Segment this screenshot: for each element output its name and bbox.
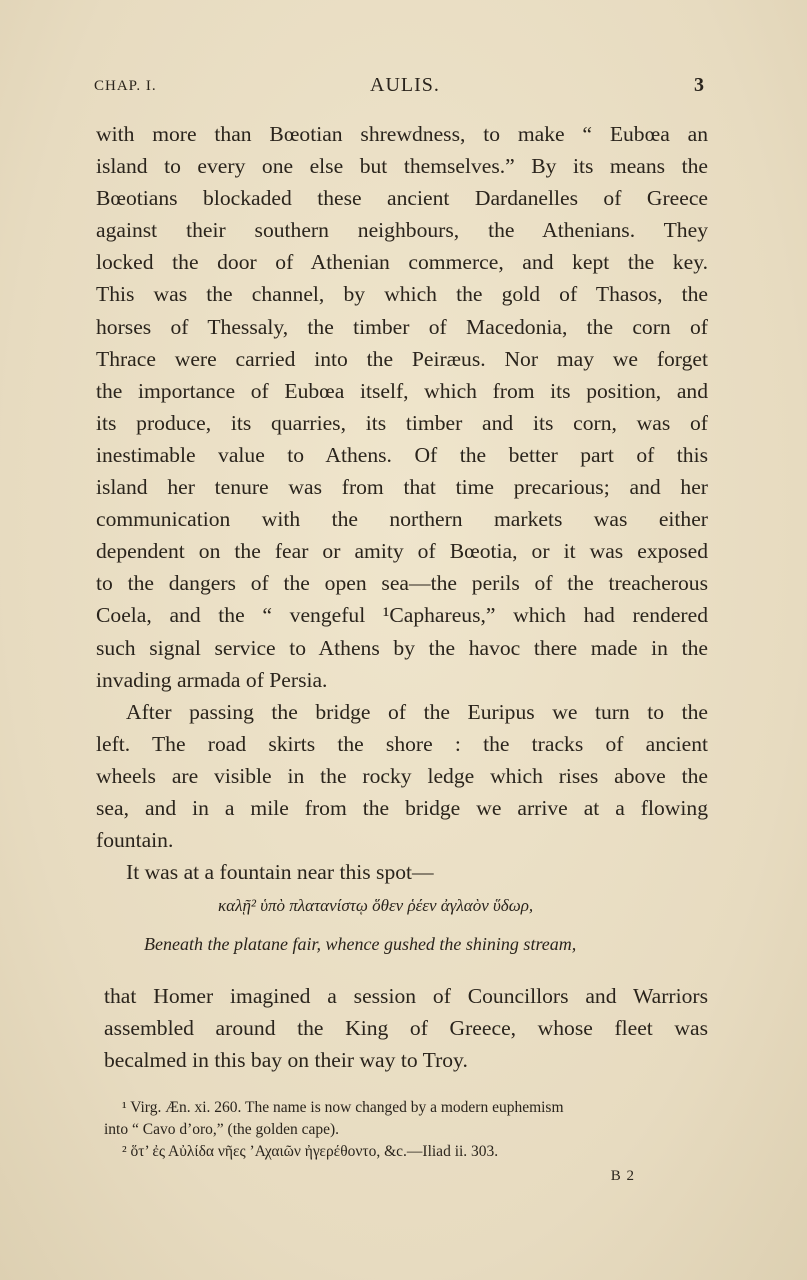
english-verse: Beneath the platane fair, whence gushed the shining stream, xyxy=(144,934,577,954)
text-line: with more than Bœotian shrewdness, to make “ Eubœa an xyxy=(96,122,708,146)
footnotes xyxy=(104,1097,708,1163)
text-line: island her tenure was from that time precarious; and her xyxy=(96,475,708,500)
text-line: island to every one else but themselves.” By its means the xyxy=(96,154,708,179)
text-line: fountain. xyxy=(96,828,174,853)
text-line: becalmed in this bay on their way to Troy. xyxy=(104,1048,468,1073)
text-line: horses of Thessaly, the timber of Macedonia, the corn of xyxy=(96,314,708,339)
text-line: inestimable value to Athens. Of the better part of this xyxy=(96,442,708,467)
text-line: that Homer imagined a session of Councillors and Warriors xyxy=(104,984,708,1008)
text-line: Thrace were carried into the Peiræus. Nor may we forget xyxy=(96,346,708,371)
text-line: against their southern neighbours, the Athenians. They xyxy=(96,218,708,243)
main-text xyxy=(96,118,708,888)
text-line: dependent on the fear or amity of Bœotia, or it was exposed xyxy=(96,539,708,564)
text-line: communication with the northern markets was either xyxy=(96,507,708,532)
footnote-1: ¹ Virg. Æn. xi. 260. The name is now changed by a modern euphemism xyxy=(122,1099,564,1116)
text-line: such signal service to Athens by the havoc there made in the xyxy=(96,635,708,660)
text-line: its produce, its quarries, its timber and its corn, was of xyxy=(96,410,708,435)
text-line: After passing the bridge of the Euripus we turn to the xyxy=(126,699,708,724)
text-line: left. The road skirts the shore : the tracks of ancient xyxy=(96,731,708,756)
text-line: It was at a fountain near this spot— xyxy=(126,860,434,885)
text-line: Coela, and the “ vengeful ¹Caphareus,” which had rendered xyxy=(96,603,708,628)
text-line: This was the channel, by which the gold of Thasos, the xyxy=(96,282,708,307)
page-number: 3 xyxy=(694,74,704,96)
text-line: to the dangers of the open sea—the perils of the treacherous xyxy=(96,571,708,596)
page-title: AULIS. xyxy=(370,74,440,96)
text-line: invading armada of Persia. xyxy=(96,667,328,692)
text-line: locked the door of Athenian commerce, and kept the key. xyxy=(96,250,708,275)
running-head xyxy=(94,74,706,100)
text-line: sea, and in a mile from the bridge we arrive at a flowing xyxy=(96,795,708,820)
text-line: Bœotians blockaded these ancient Dardanelles of Greece xyxy=(96,186,708,211)
text-line: wheels are visible in the rocky ledge which rises above the xyxy=(96,763,708,788)
footnote-1-continued: into “ Cavo d’oro,” (the golden cape). xyxy=(104,1121,339,1138)
signature-mark: B 2 xyxy=(610,1168,635,1184)
chapter-label: CHAP. I. xyxy=(94,78,157,94)
closing-text xyxy=(104,980,708,1076)
greek-verse: καλῇ² ὑπὸ πλατανίστῳ ὅθεν ῥέεν ἀγλαὸν ὕδωρ, xyxy=(218,896,534,915)
footnote-2: ² ὅτ’ ἐς Αὐλίδα νῆες ’Αχαιῶν ἠγερέθοντο, &c.—Iliad ii. 303. xyxy=(122,1143,499,1160)
text-line: the importance of Eubœa itself, which from its position, and xyxy=(96,378,708,403)
text-line: assembled around the King of Greece, whose fleet was xyxy=(104,1016,708,1041)
